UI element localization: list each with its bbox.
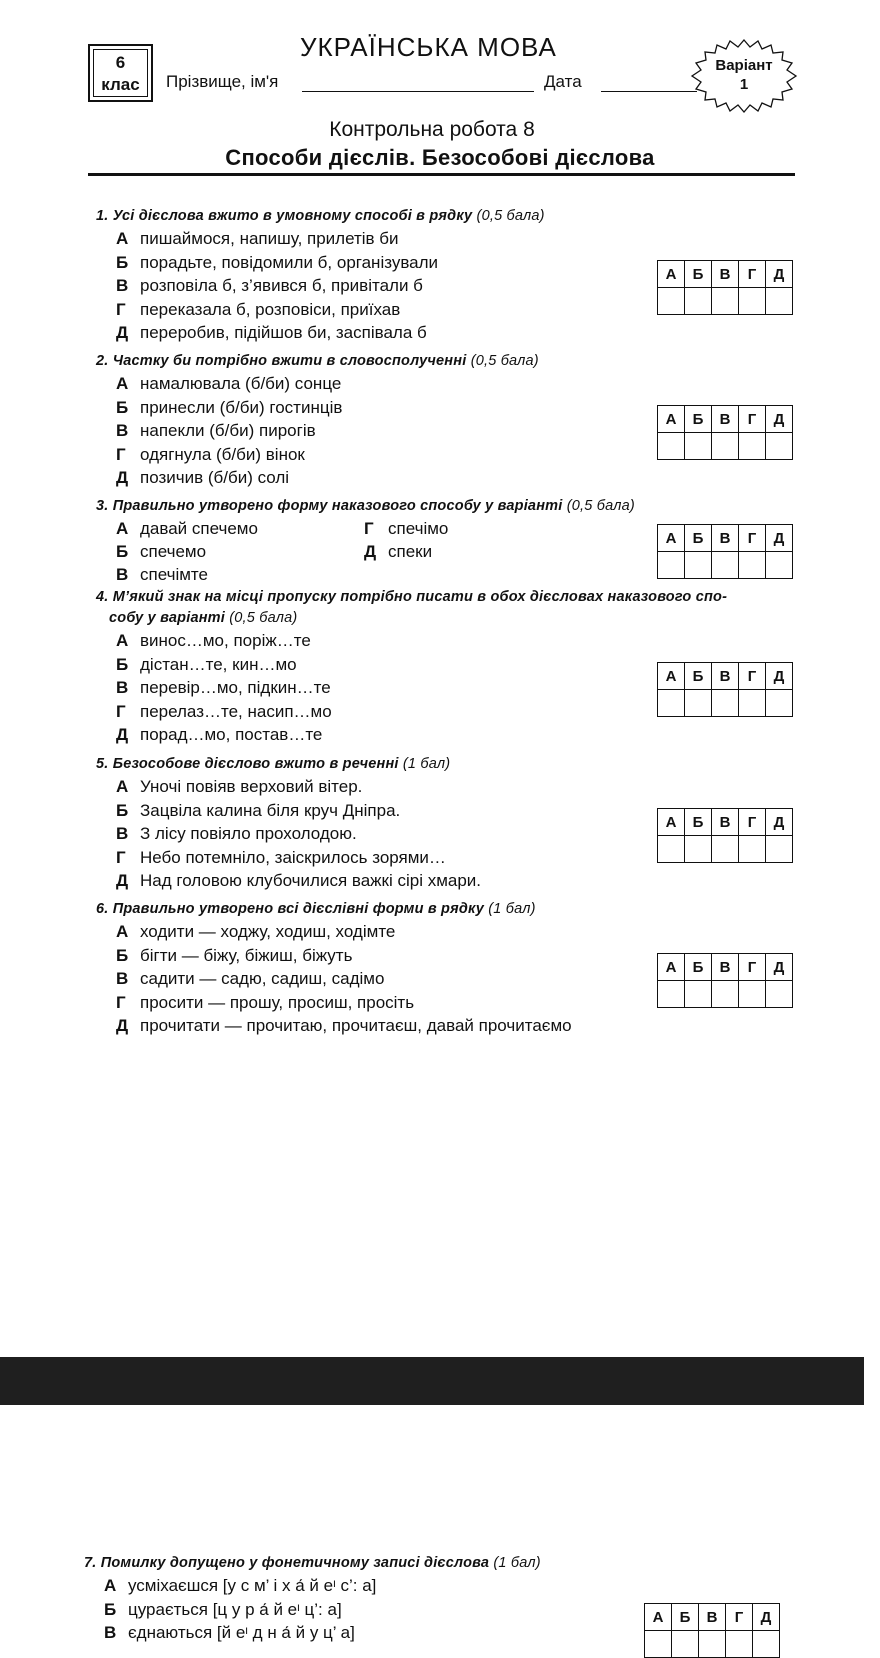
answer-cell[interactable]	[685, 981, 712, 1008]
variant-number: 1	[739, 76, 749, 93]
answer-cell[interactable]	[739, 981, 766, 1008]
answer-cell[interactable]	[685, 836, 712, 863]
page-separator-band	[0, 1357, 864, 1405]
option-v: В садити — садю, садиш, садімо	[116, 969, 385, 988]
answer-cell[interactable]	[726, 1631, 753, 1658]
option-v: В розповіла б, з’явився б, привітали б	[116, 276, 423, 295]
option-v: В напекли (б/би) пирогів	[116, 421, 316, 440]
answer-cell[interactable]	[658, 690, 685, 717]
answer-cell[interactable]	[712, 288, 739, 315]
answer-grid-q3: А Б В Г Д	[657, 524, 793, 579]
option-h: Г одягнула (б/би) вінок	[116, 444, 305, 464]
variant-label: Варіант	[715, 57, 773, 74]
answer-cell[interactable]	[685, 433, 712, 460]
answer-grid-q4: А Б В Г Д	[657, 662, 793, 717]
answer-cell[interactable]	[766, 288, 793, 315]
option-d: Д прочитати — прочитаю, прочитаєш, давай прочитаємо	[116, 1016, 572, 1035]
option-v: В З лісу повіяло прохолодою.	[116, 824, 357, 843]
grade-label: клас	[101, 75, 140, 94]
answer-cell[interactable]	[658, 433, 685, 460]
header-divider	[88, 173, 795, 176]
answer-cell[interactable]	[739, 433, 766, 460]
answer-cell[interactable]	[766, 433, 793, 460]
question-text: 7. Помилку допущено у фонетичному записі дієслова (1 бал)	[84, 1555, 541, 1571]
answer-cell[interactable]	[766, 690, 793, 717]
name-field-line[interactable]	[302, 91, 534, 92]
answer-cell[interactable]	[712, 433, 739, 460]
option-a: А пишаймося, напишу, прилетів би	[116, 229, 399, 248]
option-v: В спечімте	[116, 565, 208, 584]
answer-grid-q2: А Б В Г Д	[657, 405, 793, 460]
option-b: Б бігти — біжу, біжиш, біжуть	[116, 945, 353, 965]
answer-cell[interactable]	[739, 552, 766, 579]
answer-cell[interactable]	[766, 552, 793, 579]
date-field-line[interactable]	[601, 91, 697, 92]
question-text: 5. Безособове дієслово вжито в реченні (1 бал)	[96, 756, 451, 772]
option-a: А винос…мо, поріж…те	[116, 631, 311, 650]
option-h: Г просити — прошу, просиш, просіть	[116, 992, 415, 1012]
option-v: В єднаються [й еᶦ д н а́ й у ц’ а]	[104, 1623, 355, 1642]
answer-cell[interactable]	[766, 836, 793, 863]
option-d: Д позичив (б/би) солі	[116, 468, 290, 487]
answer-cell[interactable]	[658, 552, 685, 579]
option-a: А намалювала (б/би) сонце	[116, 374, 342, 393]
answer-cell[interactable]	[712, 981, 739, 1008]
option-a: А ходити — ходжу, ходиш, ходімте	[116, 922, 396, 941]
option-b: Б дістан…те, кин…мо	[116, 654, 297, 674]
answer-cell[interactable]	[658, 288, 685, 315]
answer-cell[interactable]	[699, 1631, 726, 1658]
answer-cell[interactable]	[766, 981, 793, 1008]
answer-grid-q5: А Б В Г Д	[657, 808, 793, 863]
answer-cell[interactable]	[685, 690, 712, 717]
option-h: Г перелаз…те, насип…мо	[116, 701, 332, 721]
option-b: Б Зацвіла калина біля круч Дніпра.	[116, 800, 401, 820]
option-h: Г Небо потемніло, заіскрилось зорями…	[116, 847, 446, 867]
question-text: 6. Правильно утворено всі дієслівні форми в рядку (1 бал)	[96, 901, 536, 917]
answer-cell[interactable]	[753, 1631, 780, 1658]
answer-cell[interactable]	[672, 1631, 699, 1658]
answer-cell[interactable]	[739, 288, 766, 315]
date-label: Дата	[544, 72, 582, 91]
topic-title: Способи дієслів. Безособові дієслова	[225, 145, 655, 170]
subject-title: УКРАЇНСЬКА МОВА	[300, 32, 557, 62]
option-d: Д Над головою клубочилися важкі сірі хмари.	[116, 871, 482, 890]
work-title: Контрольна робота 8	[329, 118, 535, 141]
name-label: Прізвище, ім'я	[166, 72, 279, 91]
option-d: Д спеки	[364, 542, 433, 561]
question-text: 3. Правильно утворено форму наказового способу у варіанті (0,5 бала)	[96, 498, 635, 514]
option-b: Б порадьте, повідомили б, організували	[116, 252, 439, 272]
grade-box	[88, 44, 153, 102]
answer-cell[interactable]	[658, 981, 685, 1008]
question-text: 4. М’який знак на місці пропуску потрібно писати в обох дієсловах наказового спо- собу у варіанті (0,5 бала)	[96, 589, 728, 626]
option-b: Б принесли (б/би) гостинців	[116, 397, 343, 417]
answer-cell[interactable]	[712, 690, 739, 717]
answer-cell[interactable]	[685, 288, 712, 315]
option-b: Б цурається [ц у р а́ й еᶦ ц’: а]	[104, 1599, 342, 1619]
variant-badge	[690, 36, 798, 116]
option-a: А усміхаєшся [у с м’ і х а́ й еᶦ с’: а]	[104, 1576, 377, 1595]
option-a: А давай спечемо	[116, 519, 258, 538]
option-h: Г переказала б, розповіси, приїхав	[116, 299, 401, 319]
answer-cell[interactable]	[658, 836, 685, 863]
answer-grid-q7: А Б В Г Д	[644, 1603, 780, 1658]
option-d: Д переробив, підійшов би, заспівала б	[116, 323, 427, 342]
answer-cell[interactable]	[712, 552, 739, 579]
question-text: 1. Усі дієслова вжито в умовному способі в рядку (0,5 бала)	[96, 208, 545, 224]
answer-grid-q1: А Б В Г Д	[657, 260, 793, 315]
option-a: А Уночі повіяв верховий вітер.	[116, 777, 363, 796]
answer-cell[interactable]	[685, 552, 712, 579]
answer-cell[interactable]	[739, 836, 766, 863]
option-d: Д порад…мо, постав…те	[116, 725, 323, 744]
answer-cell[interactable]	[645, 1631, 672, 1658]
answer-cell[interactable]	[739, 690, 766, 717]
option-h: Г спечімо	[364, 519, 449, 538]
question-text: 2. Частку би потрібно вжити в словосполученні (0,5 бала)	[96, 353, 539, 369]
option-v: В перевір…мо, підкин…те	[116, 678, 331, 697]
option-b: Б спечемо	[116, 542, 207, 561]
answer-cell[interactable]	[712, 836, 739, 863]
answer-grid-q6: А Б В Г Д	[657, 953, 793, 1008]
grade-number: 6	[115, 53, 126, 72]
